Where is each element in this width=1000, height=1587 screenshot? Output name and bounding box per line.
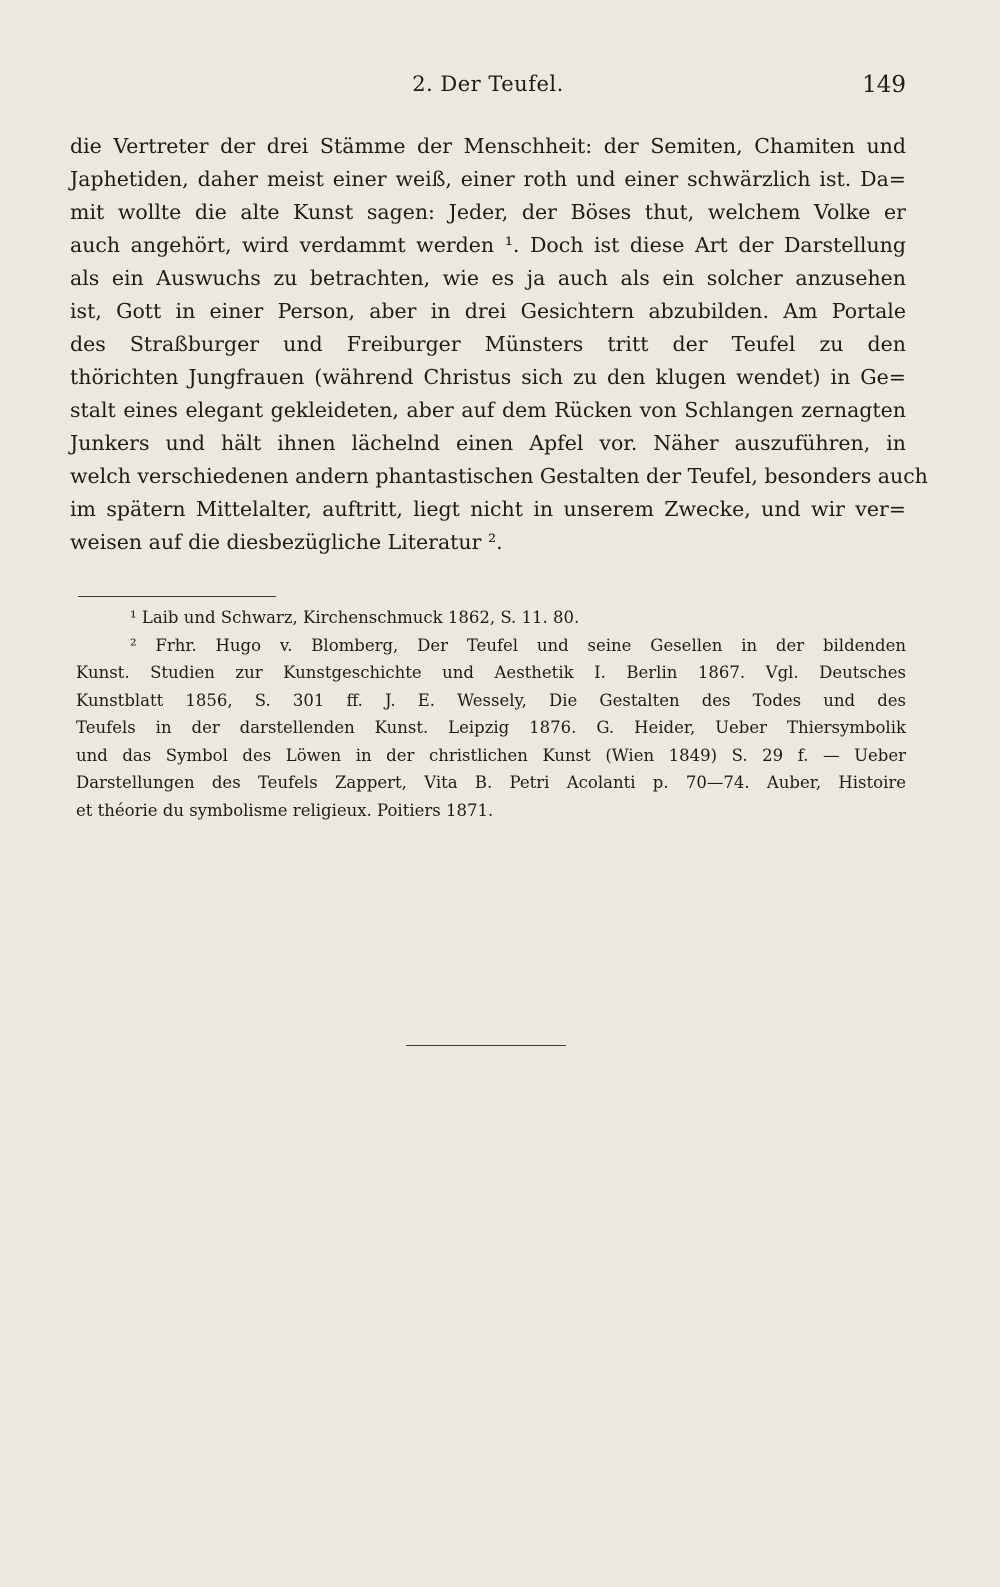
- body-line: im spätern Mittelalter, auftritt, liegt nicht in unserem Zwecke, und wir ver=: [70, 497, 906, 521]
- page-number: 149: [862, 72, 906, 98]
- footnote-line: und das Symbol des Löwen in der christlichen Kunst (Wien 1849) S. 29 f. — Ueber: [76, 745, 906, 765]
- body-line: welch verschiedenen andern phantastischen Gestalten der Teufel, besonders auch: [70, 464, 928, 488]
- footnote-1: ¹ Laib und Schwarz, Kirchenschmuck 1862, S. 11. 80.: [130, 608, 580, 627]
- body-line: Junkers und hält ihnen lächelnd einen Apfel vor. Näher auszuführen, in: [70, 431, 906, 455]
- body-line: des Straßburger und Freiburger Münsters tritt der Teufel zu den: [70, 332, 906, 356]
- footnote-2: ² Frhr. Hugo v. Blomberg, Der Teufel und seine Gesellen in der bildenden: [130, 635, 906, 655]
- footnote-line: Teufels in der darstellenden Kunst. Leipzig 1876. G. Heider, Ueber Thiersymbolik: [76, 718, 906, 737]
- body-line: thörichten Jungfrauen (während Christus sich zu den klugen wendet) in Ge=: [70, 365, 906, 389]
- body-line: weisen auf die diesbezügliche Literatur ².: [70, 530, 503, 554]
- footnote-line: Kunstblatt 1856, S. 301 ff. J. E. Wessely, Die Gestalten des Todes und des: [76, 690, 906, 710]
- running-head: 2. Der Teufel.: [412, 72, 564, 96]
- body-line: ist, Gott in einer Person, aber in drei Gesichtern abzubilden. Am Portale: [70, 299, 906, 323]
- body-line: stalt eines elegant gekleideten, aber auf dem Rücken von Schlangen zernagten: [70, 398, 906, 422]
- footnotes: [76, 604, 906, 824]
- body-line: mit wollte die alte Kunst sagen: Jeder, der Böses thut, welchem Volke er: [70, 200, 906, 224]
- body-line: die Vertreter der drei Stämme der Menschheit: der Semiten, Chamiten und: [70, 134, 906, 158]
- footnote-line: Darstellungen des Teufels Zappert, Vita B. Petri Acolanti p. 70—74. Auber, Histoire: [76, 773, 906, 792]
- page-header: [70, 72, 906, 112]
- footnote-line: Kunst. Studien zur Kunstgeschichte und Aesthetik I. Berlin 1867. Vgl. Deutsches: [76, 663, 906, 682]
- body-line: Japhetiden, daher meist einer weiß, einer roth und einer schwärzlich ist. Da=: [70, 167, 906, 191]
- body-text: [70, 130, 928, 559]
- body-line: als ein Auswuchs zu betrachten, wie es ja auch als ein solcher anzusehen: [70, 266, 906, 290]
- footnote-line: et théorie du symbolisme religieux. Poitiers 1871.: [76, 800, 494, 820]
- footnote-separator: [78, 596, 276, 597]
- section-end-rule: [406, 1045, 566, 1046]
- body-line: auch angehört, wird verdammt werden ¹. Doch ist diese Art der Darstellung: [70, 233, 906, 257]
